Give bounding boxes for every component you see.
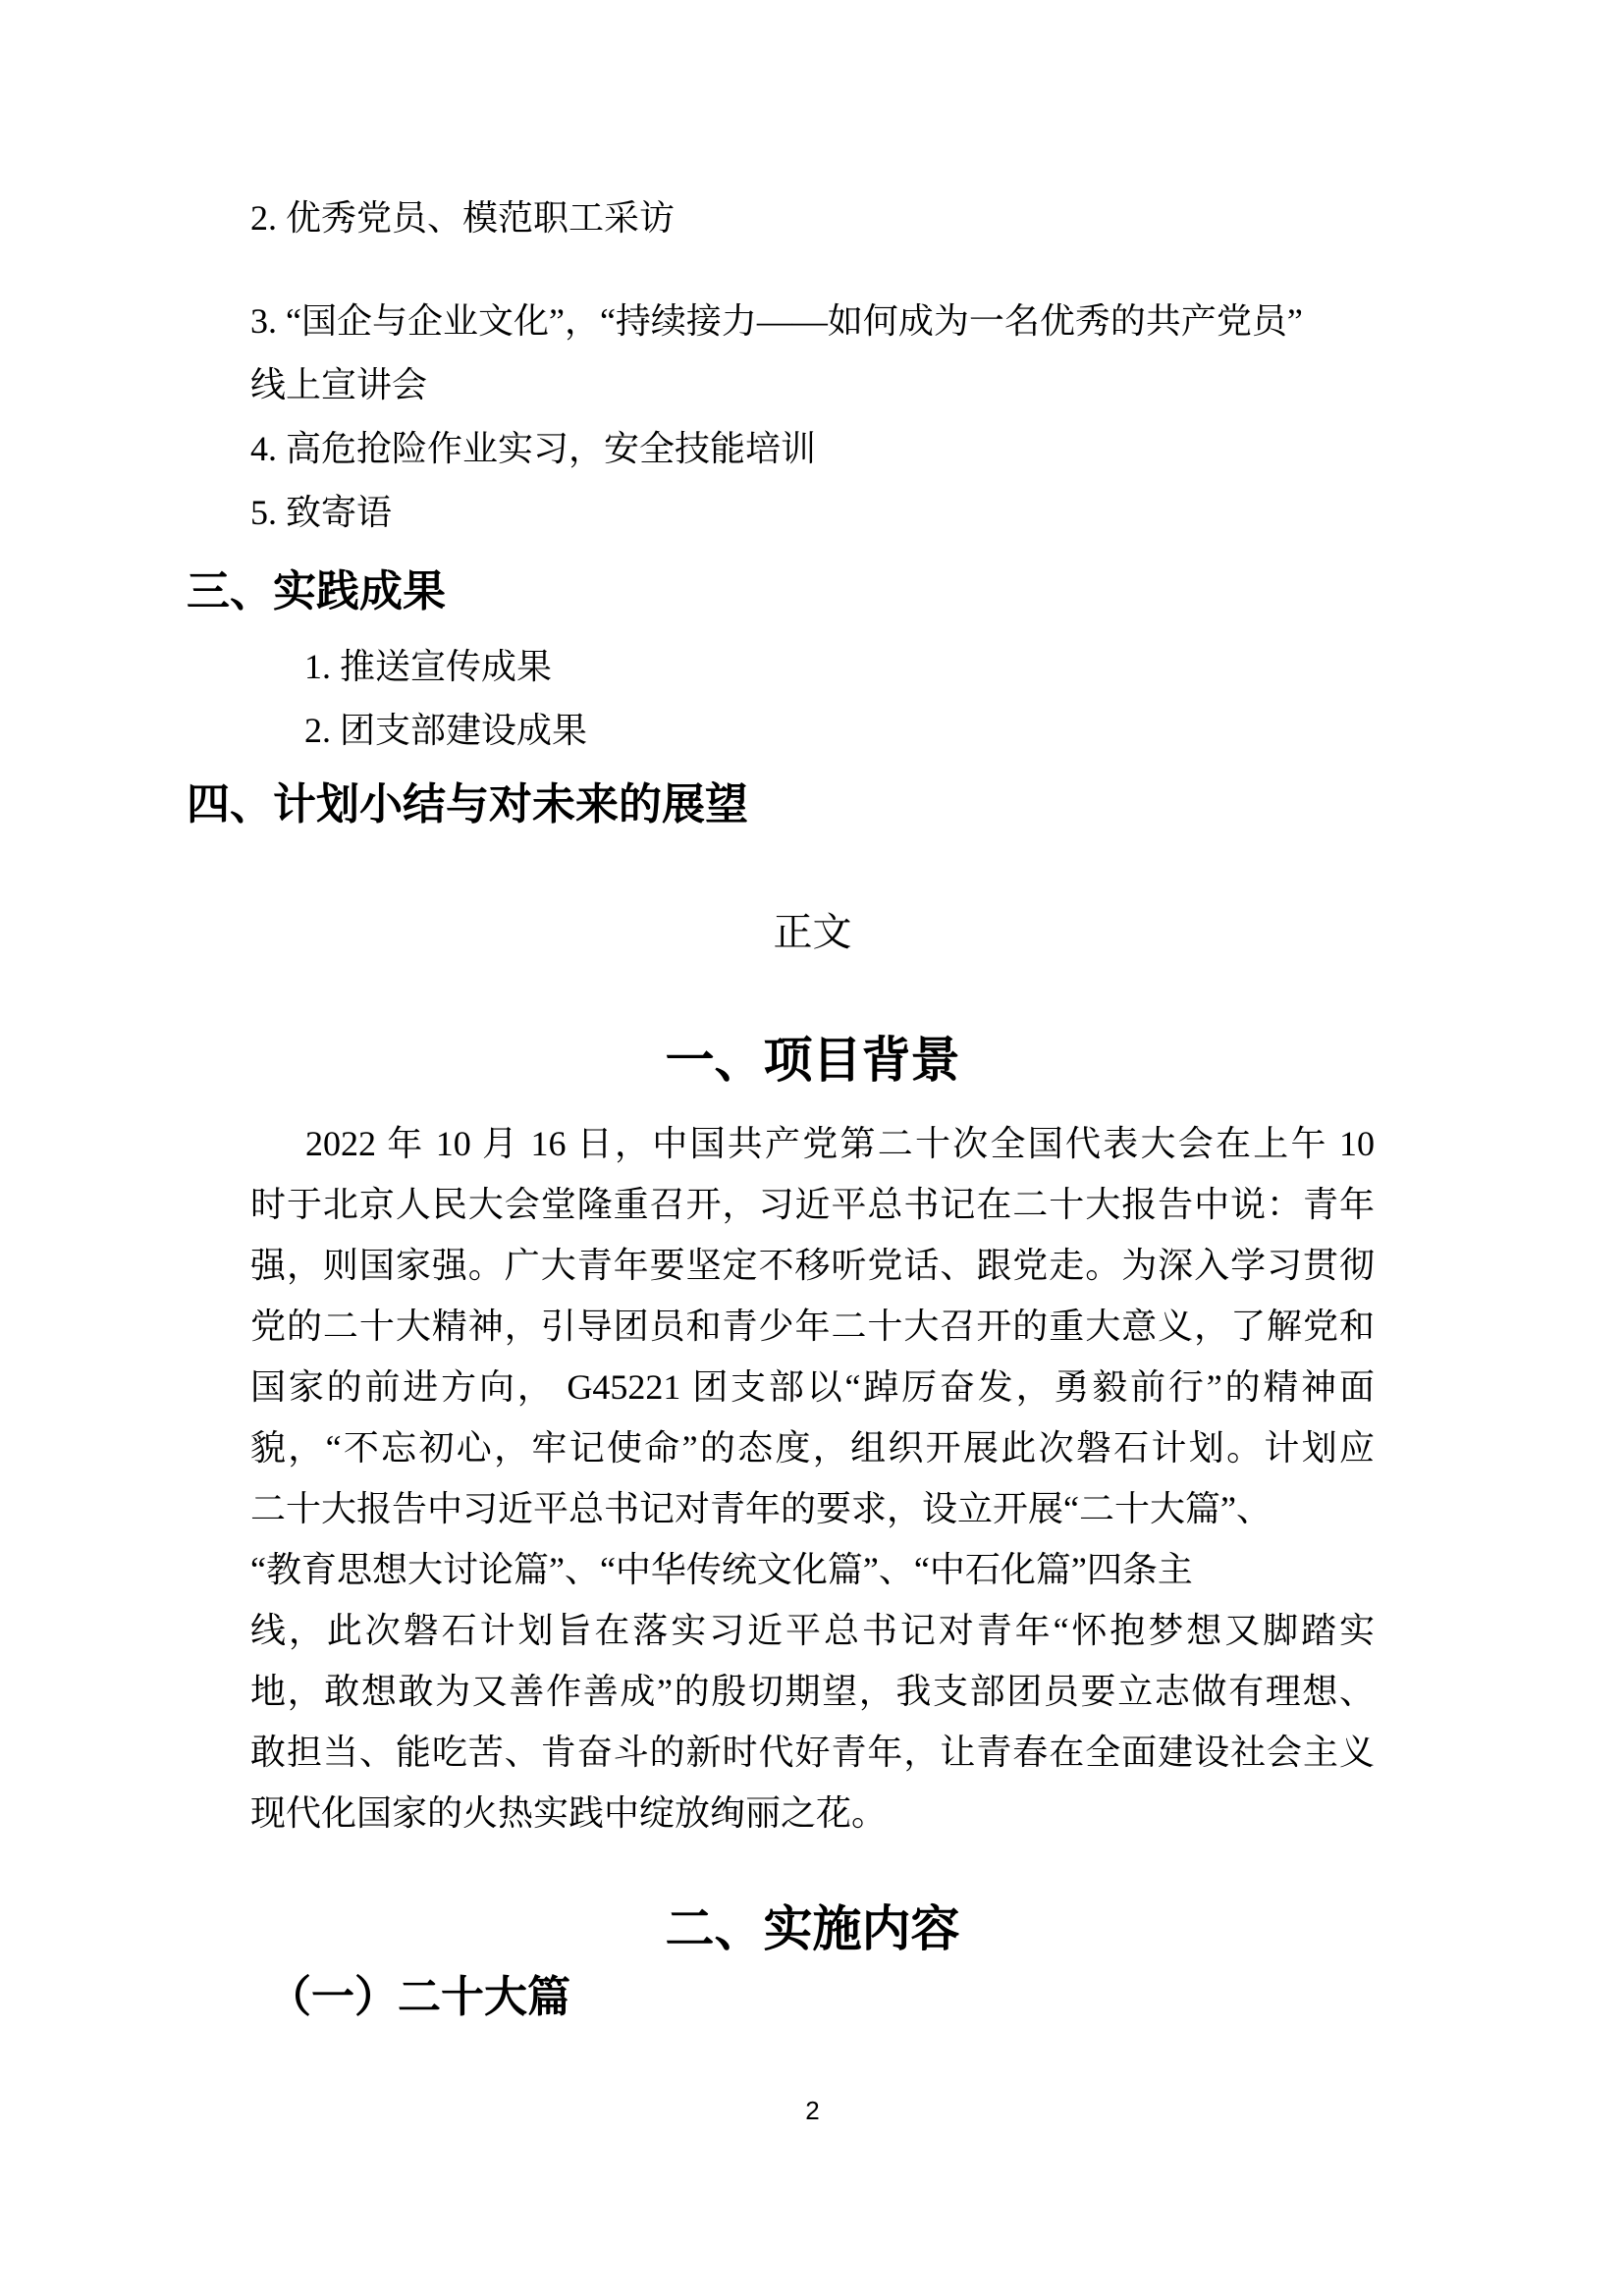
paragraph-line: 国家的前进方向， G45221 团支部以“踔厉奋发，勇毅前行”的精神面 [250, 1367, 1375, 1407]
toc-item-2: 2. 优秀党员、模范职工采访 [250, 198, 676, 238]
paragraph-line: 敢担当、能吃苦、肯奋斗的新时代好青年，让青春在全面建设社会主义 [250, 1733, 1375, 1772]
subsection-1-heading: （一）二十大篇 [268, 1973, 570, 2021]
toc-section-3-item-2: 2. 团支部建设成果 [304, 711, 588, 750]
paragraph-line: 线，此次磐石计划旨在落实习近平总书记对青年“怀抱梦想又脚踏实 [250, 1611, 1375, 1650]
page-number: 2 [805, 2096, 820, 2125]
toc-section-3-item-1: 1. 推送宣传成果 [304, 647, 553, 686]
paragraph-line: 貌，“不忘初心，牢记使命”的态度，组织开展此次磐石计划。计划应 [250, 1428, 1375, 1468]
background-paragraph [250, 1113, 1375, 1843]
toc-section-3-heading: 三、实践成果 [187, 567, 446, 615]
paragraph-line: 时于北京人民大会堂隆重召开，习近平总书记在二十大报告中说：青年 [250, 1185, 1375, 1224]
body-label: 正文 [773, 910, 852, 954]
paragraph-line: 党的二十大精神，引导团员和青少年二十大召开的重大意义，了解党和 [250, 1307, 1375, 1346]
toc-item-5: 5. 致寄语 [250, 493, 393, 532]
toc-item-3-line-2: 线上宣讲会 [250, 365, 428, 404]
section-2-heading: 二、实施内容 [665, 1901, 960, 1956]
toc-section-4-heading: 四、计划小结与对未来的展望 [187, 780, 748, 828]
paragraph-line: 二十大报告中习近平总书记对青年的要求，设立开展“二十大篇”、 [250, 1489, 1272, 1528]
paragraph-line: 2022 年 10 月 16 日，中国共产党第二十次全国代表大会在上午 10 [305, 1124, 1375, 1163]
toc-item-3-line-1: 3. “国企与企业文化”，“持续接力——如何成为一名优秀的共产党员” [250, 301, 1303, 341]
paragraph-line: 地，敢想敢为又善作善成”的殷切期望，我支部团员要立志做有理想、 [250, 1672, 1375, 1711]
section-1-heading: 一、项目背景 [665, 1033, 960, 1088]
paragraph-line: 现代化国家的火热实践中绽放绚丽之花。 [250, 1793, 888, 1833]
paragraph-line: “教育思想大讨论篇”、“中华传统文化篇”、“中石化篇”四条主 [250, 1550, 1193, 1589]
toc-item-4: 4. 高危抢险作业实习，安全技能培训 [250, 429, 817, 468]
toc-item-3 [250, 290, 1375, 417]
paragraph-line: 强，则国家强。广大青年要坚定不移听党话、跟党走。为深入学习贯彻 [250, 1246, 1375, 1285]
